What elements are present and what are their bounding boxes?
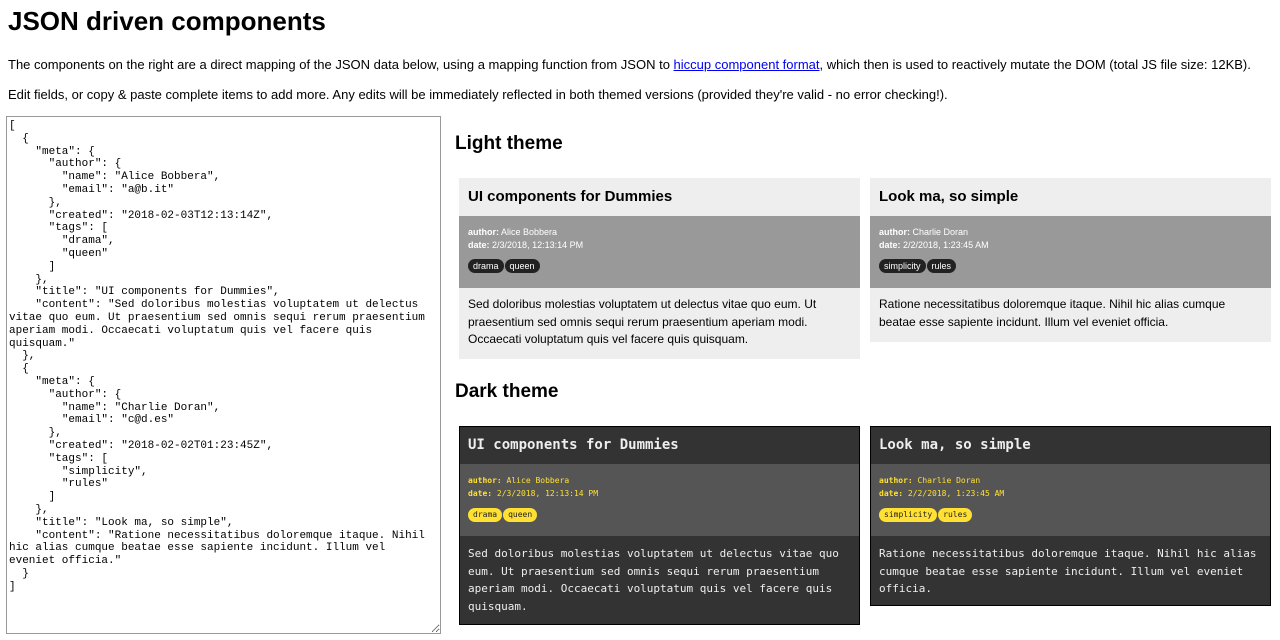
hiccup-format-link[interactable]: hiccup component format <box>673 57 820 72</box>
card-meta <box>871 464 1270 536</box>
date-label: date: <box>879 489 904 498</box>
date-value: 2/3/2018, 12:13:14 PM <box>492 240 584 250</box>
light-card <box>459 178 860 359</box>
date-value: 2/2/2018, 1:23:45 AM <box>903 240 989 250</box>
author-label: author: <box>468 227 499 237</box>
author-name: Alice Bobbera <box>501 227 558 237</box>
author-label: author: <box>879 227 910 237</box>
card-title: UI components for Dummies <box>468 437 679 453</box>
date-label: date: <box>879 240 901 250</box>
card-content: Sed doloribus molestias voluptatem ut delectus vitae quo eum. Ut praesentium sed omnis sequi rerum praesentium aperiam modi. Occaecati voluptatum quis vel facere quis quisquam. <box>468 547 839 613</box>
tag-badge: queen <box>505 259 540 273</box>
author-line <box>468 474 851 487</box>
date-line <box>879 239 1262 252</box>
author-name: Charlie Doran <box>912 227 969 237</box>
date-line <box>468 239 851 252</box>
date-value: 2/2/2018, 1:23:45 AM <box>907 489 1005 498</box>
card-content: Sed doloribus molestias voluptatem ut delectus vitae quo eum. Ut praesentium sed omnis sequi rerum praesentium aperiam modi. Occaecati voluptatum quis vel facere quis quisquam. <box>468 297 817 346</box>
edit-instructions: Edit fields, or copy & paste complete items to add more. Any edits will be immediately reflected in both themed versions (provided they're valid - no error checking!). <box>8 87 948 102</box>
card-meta <box>459 216 860 288</box>
tag-list <box>879 508 1262 522</box>
tag-list <box>468 508 851 522</box>
dark-theme-heading: Dark theme <box>455 381 559 402</box>
author-name: Charlie Doran <box>917 476 981 485</box>
author-line <box>879 226 1262 239</box>
light-theme-heading: Light theme <box>455 133 563 154</box>
card-title: Look ma, so simple <box>879 188 1019 205</box>
dark-card <box>870 426 1271 606</box>
intro-paragraph <box>8 56 1251 74</box>
tag-badge: rules <box>927 259 957 273</box>
date-label: date: <box>468 489 493 498</box>
dark-card <box>459 426 860 625</box>
author-label: author: <box>468 476 502 485</box>
card-meta <box>870 216 1271 288</box>
date-label: date: <box>468 240 490 250</box>
card-title: Look ma, so simple <box>879 437 1031 453</box>
tag-badge: rules <box>938 508 972 522</box>
date-line <box>468 487 851 500</box>
card-meta <box>460 464 859 536</box>
author-line <box>468 226 851 239</box>
card-title: UI components for Dummies <box>468 188 673 205</box>
card-content: Ratione necessitatibus doloremque itaque. Nihil hic alias cumque beatae esse sapiente incidunt. Illum vel eveniet officia. <box>879 547 1257 595</box>
date-line <box>879 487 1262 500</box>
light-card <box>870 178 1271 342</box>
tag-badge: simplicity <box>879 259 926 273</box>
date-value: 2/3/2018, 12:13:14 PM <box>496 489 599 498</box>
tag-badge: simplicity <box>879 508 937 522</box>
author-line <box>879 474 1262 487</box>
card-content: Ratione necessitatibus doloremque itaque. Nihil hic alias cumque beatae esse sapiente incidunt. Illum vel eveniet officia. <box>879 297 1226 329</box>
author-name: Alice Bobbera <box>506 476 570 485</box>
page-title: JSON driven components <box>8 6 326 36</box>
intro-text-prefix: The components on the right are a direct mapping of the JSON data below, using a mapping function from JSON to <box>8 57 674 72</box>
tag-badge: drama <box>468 259 504 273</box>
intro-text-suffix: , which then is used to reactively mutate the DOM (total JS file size: 12KB). <box>819 57 1251 72</box>
tag-badge: drama <box>468 508 502 522</box>
tag-list <box>468 259 851 273</box>
author-label: author: <box>879 476 913 485</box>
tag-badge: queen <box>503 508 537 522</box>
json-editor[interactable] <box>6 116 441 634</box>
tag-list <box>879 259 1262 273</box>
